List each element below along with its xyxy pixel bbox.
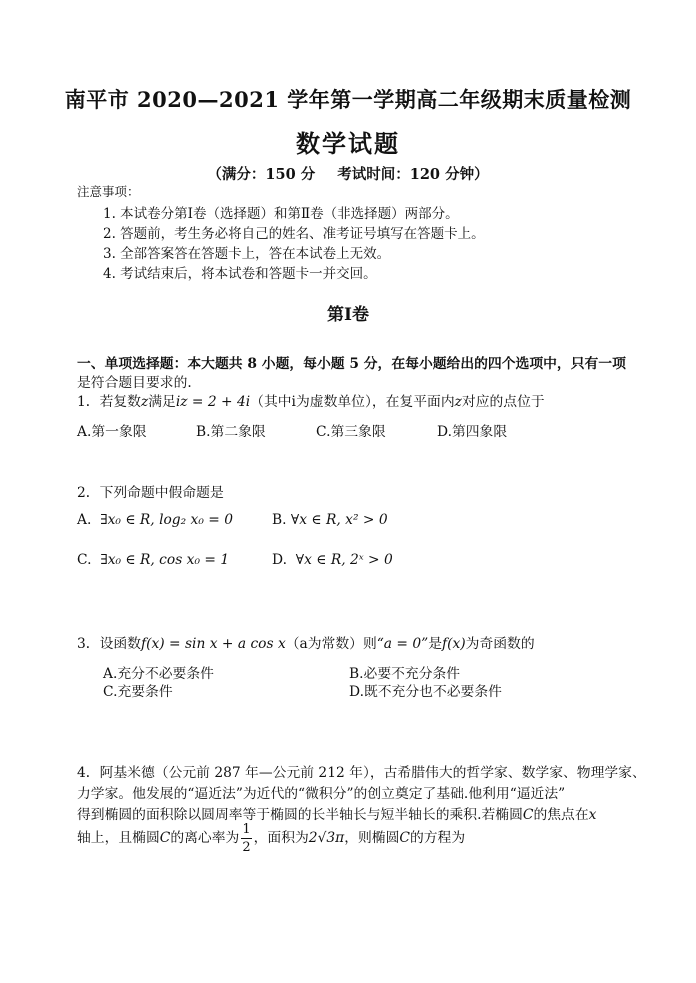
exam-meta [0,163,696,184]
q1-option-c: C.第三象限 [316,424,386,440]
exam-title: 南平市 2020—2021 学年第一学期高二年级期末质量检测 [64,87,632,112]
q3-option-a: A.充分不必要条件 [103,666,214,682]
q2-option-a: A. ∃x₀ ∈ R, log₂ x₀ = 0 [77,512,233,528]
q3-option-c: C.充要条件 [103,684,173,700]
notice-item: 1. 本试卷分第Ⅰ卷（选择题）和第Ⅱ卷（非选择题）两部分。 [103,206,459,222]
notice-heading: 注意事项： [77,184,140,199]
question-3-stem: 3．设函数f(x) = sin x + a cos x（a为常数）则“a = 0”是f(x)为奇函数的 [77,636,535,652]
section-intro-line1: 一、单项选择题：本大题共 8 小题，每小题 5 分，在每小题给出的四个选项中，只有一项 [77,356,626,372]
q2-option-d: D. ∀x ∈ R, 2ˣ > 0 [272,552,393,568]
notice-item: 2. 答题前，考生务必将自己的姓名、准考证号填写在答题卡上。 [103,226,485,242]
q3-option-b: B.必要不充分条件 [349,666,461,682]
question-4-line1: 4．阿基米德（公元前 287 年—公元前 212 年），古希腊伟大的哲学家、数学家、物理学家、 [77,765,646,781]
notice-item: 3. 全部答案答在答题卡上，答在本试卷上无效。 [103,246,391,262]
question-2-stem: 2．下列命题中假命题是 [77,485,224,501]
q1-equation: iz = 2 + 4i [175,394,251,410]
eccentricity-fraction: $\frac{1}{2}$ [242,822,251,855]
question-4-line4: 轴上，且椭圆C的离心率为 $\frac{1}{2}$ ，面积为2√3π，则椭圆C的方程为 [77,822,466,855]
q3-option-d: D.既不充分也不必要条件 [349,684,502,700]
question-4-line2: 力学家。他发展的“逼近法”为近代的“微积分”的创立奠定了基础.他利用“逼近法” [77,786,566,802]
q1-option-a: A.第一象限 [77,424,147,440]
exam-subject: 数学试题 [296,129,400,158]
q2-option-c: C. ∃x₀ ∈ R, cos x₀ = 1 [77,552,230,568]
area-value: 2√3π [308,830,345,846]
question-4-line3: 得到椭圆的面积除以圆周率等于椭圆的长半轴长与短半轴长的乘积.若椭圆C的焦点在x [77,807,597,823]
question-1-stem: 1．若复数z满足iz = 2 + 4i（其中i为虚数单位），在复平面内z对应的点位于 [77,394,545,410]
q2-option-b: B. ∀x ∈ R, x² > 0 [272,512,388,528]
section-intro-line2: 是符合题目要求的． [77,375,202,391]
q1-option-d: D.第四象限 [437,424,508,440]
score-info: （满分：150 分 [207,166,316,183]
section-title: 第Ⅰ卷 [327,305,369,325]
notice-item: 4. 考试结束后，将本试卷和答题卡一并交回。 [103,266,377,282]
q1-option-b: B.第二象限 [196,424,266,440]
q3-function: f(x) = sin x + a cos x [140,636,286,652]
time-info: 考试时间：120 分钟） [337,166,489,183]
